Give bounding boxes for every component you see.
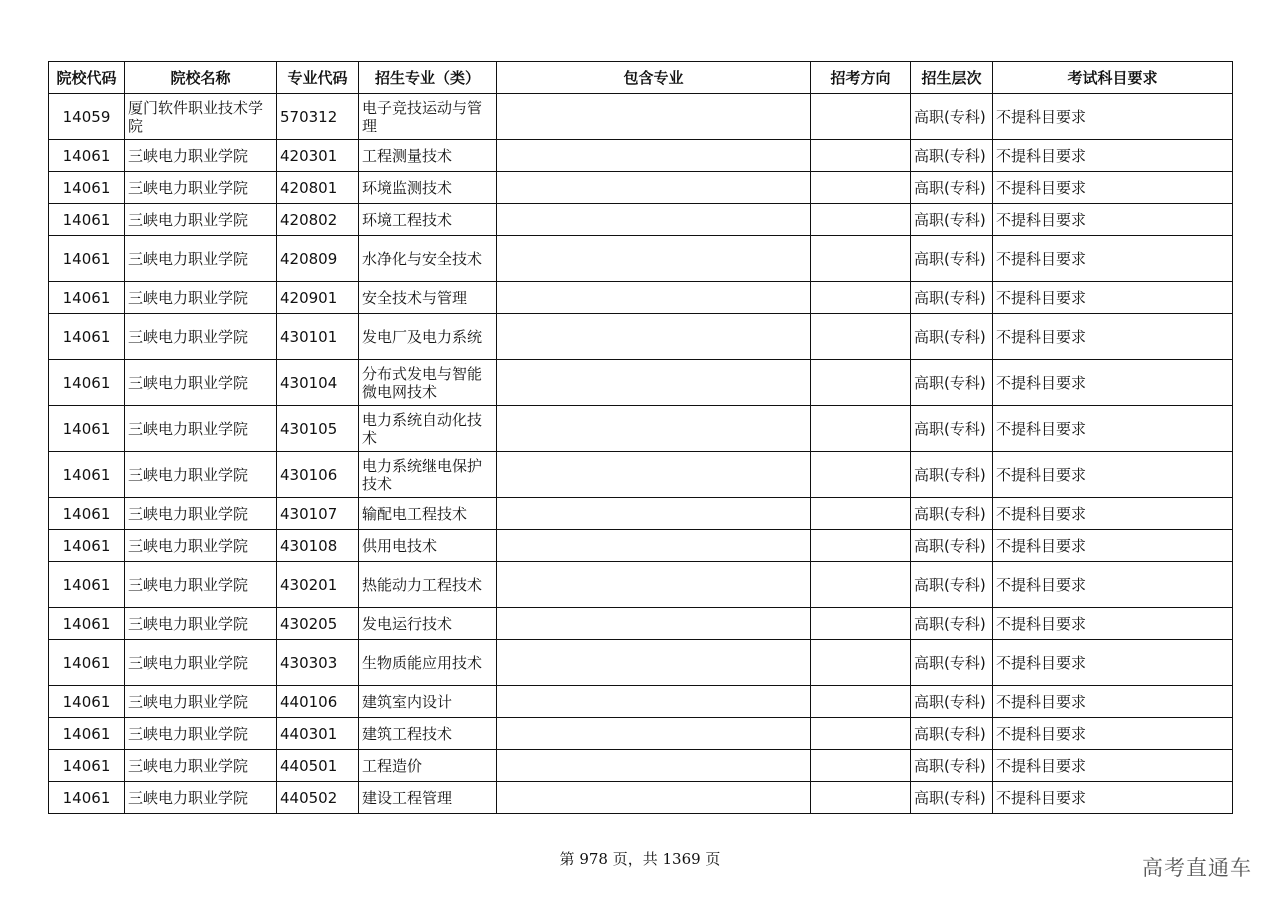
cell-major: 工程测量技术: [359, 140, 497, 172]
cell-school-code: 14061: [49, 782, 125, 814]
cell-included-majors: [497, 640, 811, 686]
cell-subject-requirement: 不提科目要求: [993, 562, 1233, 608]
cell-major: 建筑工程技术: [359, 718, 497, 750]
cell-school-code: 14061: [49, 236, 125, 282]
cell-subject-requirement: 不提科目要求: [993, 282, 1233, 314]
cell-school-name: 三峡电力职业学院: [125, 204, 277, 236]
cell-major: 电力系统继电保护技术: [359, 452, 497, 498]
cell-level: 高职(专科): [911, 750, 993, 782]
cell-major: 生物质能应用技术: [359, 640, 497, 686]
cell-school-name: 三峡电力职业学院: [125, 172, 277, 204]
cell-major-code: 440502: [277, 782, 359, 814]
table-body: [49, 94, 1233, 814]
table-row: [49, 94, 1233, 140]
cell-major: 水净化与安全技术: [359, 236, 497, 282]
cell-subject-requirement: 不提科目要求: [993, 718, 1233, 750]
cell-direction: [811, 204, 911, 236]
cell-school-name: 三峡电力职业学院: [125, 750, 277, 782]
admissions-table: [48, 61, 1233, 814]
cell-level: 高职(专科): [911, 172, 993, 204]
cell-major: 建设工程管理: [359, 782, 497, 814]
cell-school-code: 14061: [49, 562, 125, 608]
cell-major: 分布式发电与智能微电网技术: [359, 360, 497, 406]
cell-included-majors: [497, 172, 811, 204]
cell-major-code: 430205: [277, 608, 359, 640]
cell-direction: [811, 236, 911, 282]
table-row: [49, 498, 1233, 530]
cell-included-majors: [497, 718, 811, 750]
cell-direction: [811, 360, 911, 406]
cell-direction: [811, 498, 911, 530]
cell-major-code: 440301: [277, 718, 359, 750]
cell-direction: [811, 782, 911, 814]
cell-level: 高职(专科): [911, 498, 993, 530]
watermark-text: 高考直通车: [1142, 856, 1252, 880]
cell-school-name: 三峡电力职业学院: [125, 360, 277, 406]
table-row: [49, 718, 1233, 750]
cell-school-name: 三峡电力职业学院: [125, 782, 277, 814]
cell-included-majors: [497, 782, 811, 814]
cell-level: 高职(专科): [911, 204, 993, 236]
cell-included-majors: [497, 314, 811, 360]
cell-school-name: 三峡电力职业学院: [125, 406, 277, 452]
table-row: [49, 406, 1233, 452]
cell-school-name: 三峡电力职业学院: [125, 236, 277, 282]
cell-major: 发电运行技术: [359, 608, 497, 640]
cell-direction: [811, 94, 911, 140]
cell-major-code: 430105: [277, 406, 359, 452]
cell-major-code: 420301: [277, 140, 359, 172]
page-number: 第 978 页，共 1369 页: [559, 850, 721, 868]
cell-major-code: 430108: [277, 530, 359, 562]
cell-included-majors: [497, 360, 811, 406]
cell-school-code: 14061: [49, 750, 125, 782]
cell-major: 输配电工程技术: [359, 498, 497, 530]
cell-included-majors: [497, 530, 811, 562]
cell-major-code: 430104: [277, 360, 359, 406]
table-row: [49, 172, 1233, 204]
cell-major-code: 420802: [277, 204, 359, 236]
cell-included-majors: [497, 750, 811, 782]
table-row: [49, 282, 1233, 314]
header-school-name: 院校名称: [125, 62, 277, 94]
cell-major: 工程造价: [359, 750, 497, 782]
cell-level: 高职(专科): [911, 452, 993, 498]
table-row: [49, 140, 1233, 172]
cell-subject-requirement: 不提科目要求: [993, 236, 1233, 282]
cell-included-majors: [497, 236, 811, 282]
header-level: 招生层次: [911, 62, 993, 94]
cell-direction: [811, 140, 911, 172]
cell-major-code: 420801: [277, 172, 359, 204]
cell-school-code: 14061: [49, 140, 125, 172]
cell-major-code: 430201: [277, 562, 359, 608]
cell-major: 发电厂及电力系统: [359, 314, 497, 360]
cell-level: 高职(专科): [911, 608, 993, 640]
cell-direction: [811, 718, 911, 750]
cell-major-code: 420809: [277, 236, 359, 282]
header-major: 招生专业（类）: [359, 62, 497, 94]
table-row: [49, 204, 1233, 236]
cell-school-name: 三峡电力职业学院: [125, 608, 277, 640]
cell-school-code: 14061: [49, 172, 125, 204]
cell-level: 高职(专科): [911, 360, 993, 406]
cell-included-majors: [497, 94, 811, 140]
header-school-code: 院校代码: [49, 62, 125, 94]
cell-subject-requirement: 不提科目要求: [993, 172, 1233, 204]
cell-subject-requirement: 不提科目要求: [993, 686, 1233, 718]
cell-major: 电力系统自动化技术: [359, 406, 497, 452]
cell-school-code: 14061: [49, 718, 125, 750]
cell-school-code: 14061: [49, 204, 125, 236]
cell-subject-requirement: 不提科目要求: [993, 640, 1233, 686]
cell-subject-requirement: 不提科目要求: [993, 498, 1233, 530]
cell-school-code: 14061: [49, 498, 125, 530]
cell-level: 高职(专科): [911, 782, 993, 814]
cell-major-code: 570312: [277, 94, 359, 140]
cell-school-code: 14061: [49, 640, 125, 686]
cell-major: 安全技术与管理: [359, 282, 497, 314]
header-subject-requirement: 考试科目要求: [993, 62, 1233, 94]
cell-school-name: 三峡电力职业学院: [125, 562, 277, 608]
table-row: [49, 452, 1233, 498]
cell-school-name: 三峡电力职业学院: [125, 718, 277, 750]
cell-subject-requirement: 不提科目要求: [993, 140, 1233, 172]
cell-school-name: 三峡电力职业学院: [125, 452, 277, 498]
cell-subject-requirement: 不提科目要求: [993, 204, 1233, 236]
cell-level: 高职(专科): [911, 406, 993, 452]
table-row: [49, 782, 1233, 814]
cell-school-code: 14061: [49, 406, 125, 452]
cell-level: 高职(专科): [911, 686, 993, 718]
cell-school-name: 三峡电力职业学院: [125, 282, 277, 314]
cell-major-code: 430303: [277, 640, 359, 686]
table-row: [49, 640, 1233, 686]
cell-direction: [811, 452, 911, 498]
cell-direction: [811, 314, 911, 360]
cell-major-code: 430106: [277, 452, 359, 498]
cell-included-majors: [497, 562, 811, 608]
table-row: [49, 750, 1233, 782]
cell-level: 高职(专科): [911, 530, 993, 562]
cell-school-code: 14061: [49, 686, 125, 718]
cell-major: 电子竞技运动与管理: [359, 94, 497, 140]
cell-level: 高职(专科): [911, 718, 993, 750]
cell-subject-requirement: 不提科目要求: [993, 608, 1233, 640]
cell-subject-requirement: 不提科目要求: [993, 406, 1233, 452]
table-row: [49, 562, 1233, 608]
cell-major-code: 440501: [277, 750, 359, 782]
cell-school-code: 14061: [49, 314, 125, 360]
cell-direction: [811, 608, 911, 640]
cell-school-name: 三峡电力职业学院: [125, 140, 277, 172]
cell-major: 环境监测技术: [359, 172, 497, 204]
cell-major-code: 440106: [277, 686, 359, 718]
cell-subject-requirement: 不提科目要求: [993, 94, 1233, 140]
cell-direction: [811, 530, 911, 562]
cell-level: 高职(专科): [911, 236, 993, 282]
cell-level: 高职(专科): [911, 562, 993, 608]
cell-major-code: 430107: [277, 498, 359, 530]
cell-subject-requirement: 不提科目要求: [993, 530, 1233, 562]
cell-level: 高职(专科): [911, 94, 993, 140]
cell-direction: [811, 750, 911, 782]
cell-school-code: 14061: [49, 452, 125, 498]
cell-subject-requirement: 不提科目要求: [993, 782, 1233, 814]
cell-subject-requirement: 不提科目要求: [993, 360, 1233, 406]
cell-school-code: 14059: [49, 94, 125, 140]
cell-included-majors: [497, 608, 811, 640]
cell-direction: [811, 282, 911, 314]
cell-included-majors: [497, 140, 811, 172]
cell-subject-requirement: 不提科目要求: [993, 314, 1233, 360]
table-row: [49, 608, 1233, 640]
cell-direction: [811, 172, 911, 204]
cell-school-code: 14061: [49, 282, 125, 314]
cell-direction: [811, 686, 911, 718]
cell-included-majors: [497, 452, 811, 498]
cell-school-name: 厦门软件职业技术学院: [125, 94, 277, 140]
cell-school-name: 三峡电力职业学院: [125, 686, 277, 718]
table-row: [49, 530, 1233, 562]
cell-included-majors: [497, 406, 811, 452]
header-major-code: 专业代码: [277, 62, 359, 94]
cell-school-name: 三峡电力职业学院: [125, 498, 277, 530]
cell-school-code: 14061: [49, 360, 125, 406]
cell-level: 高职(专科): [911, 140, 993, 172]
cell-major-code: 430101: [277, 314, 359, 360]
cell-subject-requirement: 不提科目要求: [993, 750, 1233, 782]
cell-school-code: 14061: [49, 608, 125, 640]
table-row: [49, 686, 1233, 718]
cell-level: 高职(专科): [911, 282, 993, 314]
cell-school-name: 三峡电力职业学院: [125, 530, 277, 562]
cell-level: 高职(专科): [911, 640, 993, 686]
cell-direction: [811, 406, 911, 452]
table-row: [49, 236, 1233, 282]
cell-major: 环境工程技术: [359, 204, 497, 236]
header-included-majors: 包含专业: [497, 62, 811, 94]
cell-level: 高职(专科): [911, 314, 993, 360]
table-row: [49, 360, 1233, 406]
cell-subject-requirement: 不提科目要求: [993, 452, 1233, 498]
cell-school-code: 14061: [49, 530, 125, 562]
cell-major-code: 420901: [277, 282, 359, 314]
cell-major: 热能动力工程技术: [359, 562, 497, 608]
cell-included-majors: [497, 282, 811, 314]
header-direction: 招考方向: [811, 62, 911, 94]
cell-school-name: 三峡电力职业学院: [125, 640, 277, 686]
cell-direction: [811, 640, 911, 686]
cell-included-majors: [497, 204, 811, 236]
table-header-row: [49, 62, 1233, 94]
table-row: [49, 314, 1233, 360]
cell-school-name: 三峡电力职业学院: [125, 314, 277, 360]
cell-direction: [811, 562, 911, 608]
cell-included-majors: [497, 686, 811, 718]
cell-major: 供用电技术: [359, 530, 497, 562]
cell-major: 建筑室内设计: [359, 686, 497, 718]
cell-included-majors: [497, 498, 811, 530]
